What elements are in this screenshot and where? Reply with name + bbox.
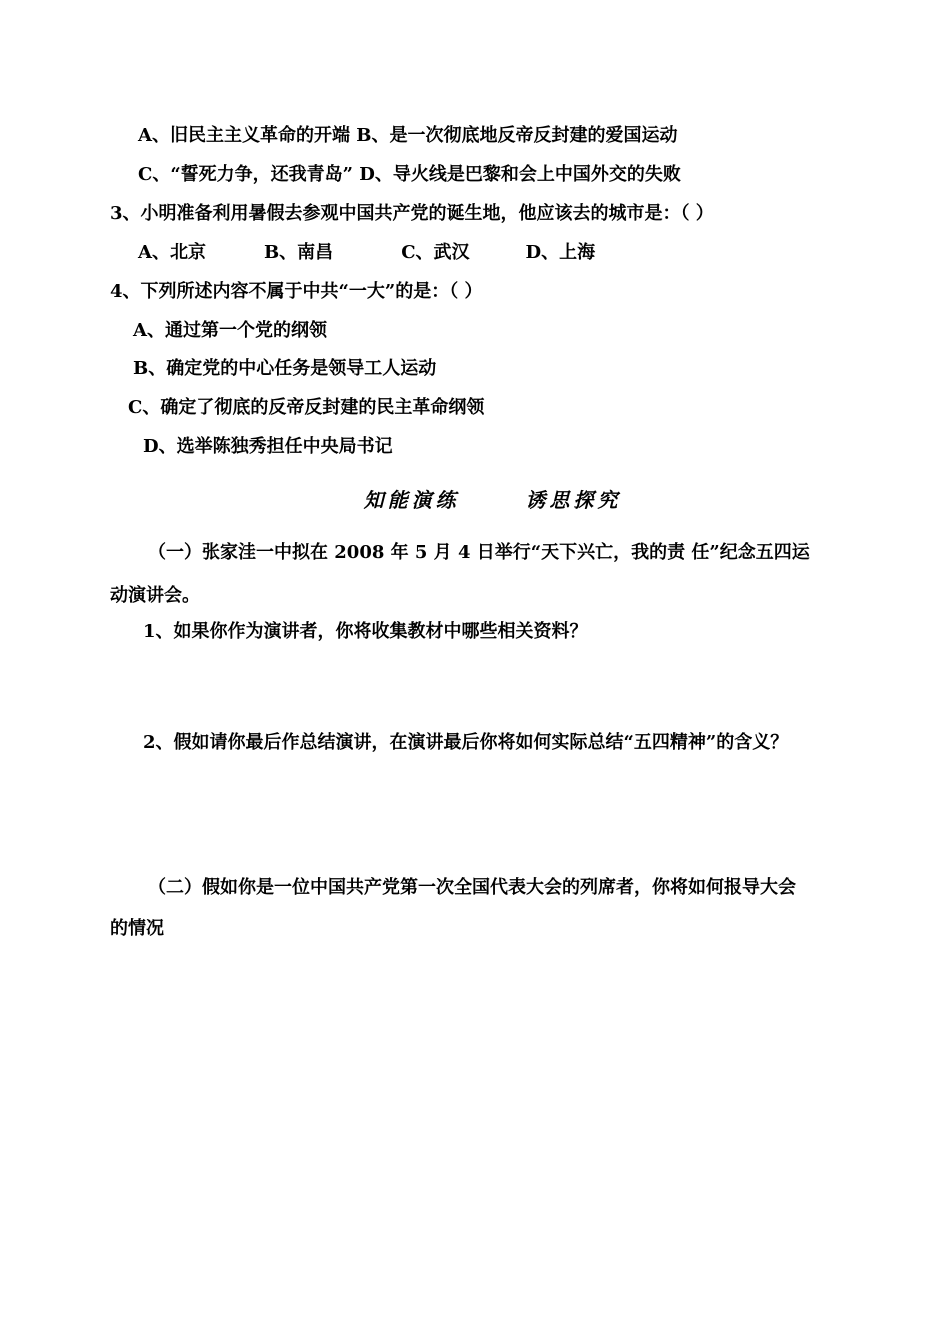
part2-line2: 的情况: [110, 918, 164, 939]
q3-stem: 3、小明准备利用暑假去参观中国共产党的诞生地，他应该去的城市是：（ ）: [110, 203, 714, 224]
q2-options-line2: C、“誓死力争，还我青岛” D、导火线是巴黎和会上中国外交的失败: [138, 164, 681, 185]
q4-option-c: C、确定了彻底的反帝反封建的民主革命纲领: [128, 397, 485, 418]
q4-stem: 4、下列所述内容不属于中共“一大”的是：（ ）: [110, 281, 483, 302]
part1-question-2: 2、假如请你最后作总结演讲，在演讲最后你将如何实际总结“五四精神”的含义？: [143, 732, 789, 753]
part1-intro-line1: （一）张家洼一中拟在 2008 年 5 月 4 日举行“天下兴亡，我的责 任”纪念五四运: [148, 542, 810, 563]
section-title: 知能演练 诱思探究: [363, 488, 622, 512]
part1-intro-line2: 动演讲会。: [110, 585, 200, 606]
q3-option-d: D、上海: [525, 242, 596, 263]
q3-options: [138, 241, 595, 265]
q2-options-line1: A、旧民主主义革命的开端 B、是一次彻底地反帝反封建的爱国运动: [138, 125, 678, 146]
q4-option-a: A、通过第一个党的纲领: [133, 320, 327, 341]
q4-option-d: D、选举陈独秀担任中央局书记: [143, 436, 393, 457]
q3-option-b: B、南昌: [263, 242, 334, 263]
part1-question-1: 1、如果你作为演讲者，你将收集教材中哪些相关资料？: [143, 621, 588, 642]
part2-line1: （二）假如你是一位中国共产党第一次全国代表大会的列席者，你将如何报导大会: [148, 877, 796, 898]
q3-option-a: A、北京: [138, 242, 206, 263]
q3-option-c: C、武汉: [401, 242, 470, 263]
q4-option-b: B、确定党的中心任务是领导工人运动: [133, 358, 437, 379]
